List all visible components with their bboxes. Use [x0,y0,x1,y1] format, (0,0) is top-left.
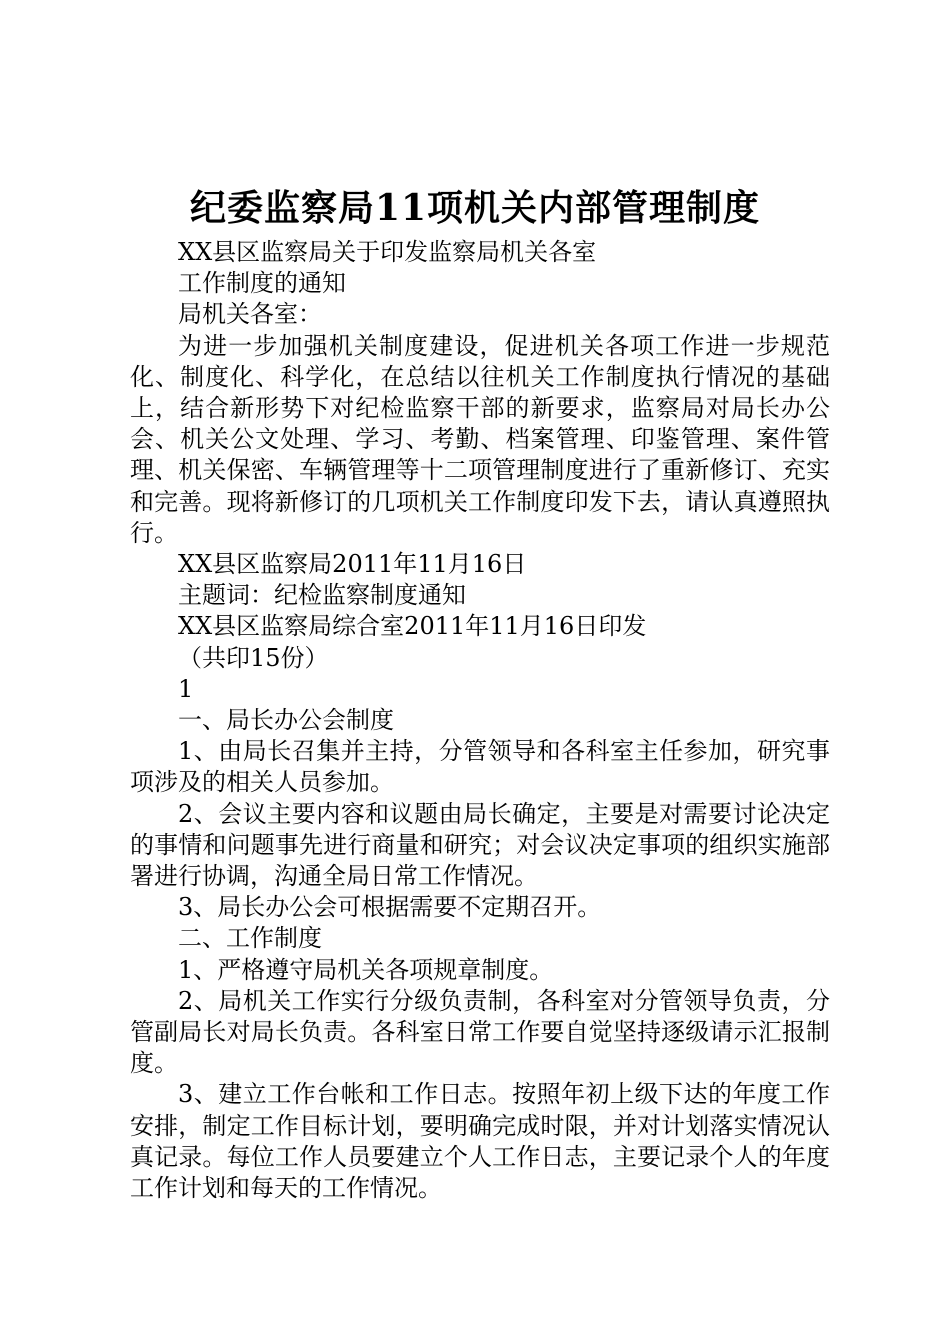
notice-heading-line-1: XX县区监察局关于印发监察局机关各室 [178,238,597,266]
section-heading: 一、局长办公会制度 [178,706,394,735]
clause-paragraph: 3、建立工作台帐和工作日志。按照年初上级下达的年度工作安排，制定工作目标计划，要明确完成时限，并对计划落实情况认真记录。每位工作人员要建立个人工作日志，主要记录个人的年度工作计划和每天的工作情况。 [130,1080,830,1203]
document-body [130,237,830,1204]
clause-paragraph: 2、局机关工作实行分级负责制，各科室对分管领导负责，分管副局长对局长负责。各科室日常工作要自觉坚持逐级请示汇报制度。 [130,986,830,1078]
addressee: 局机关各室： [178,300,322,329]
subject-keywords: 主题词：纪检监察制度通知 [178,581,466,610]
copies-count: （共印15份） [178,643,329,672]
notice-paragraph: 为进一步加强机关制度建设，促进机关各项工作进一步规范化、制度化、科学化，在总结以往机关工作制度执行情况的基础上，结合新形势下对纪检监察干部的新要求，监察局对局长办公会、机关公文处理、学习、考勤、档案管理、印鉴管理、案件管理、机关保密、车辆管理等十二项管理制度进行了重新修订、充实和完善。现将新修订的几项机关工作制度印发下去，请认真遵照执行。 [130,331,830,547]
clause-paragraph: 3、局长办公会可根据需要不定期召开。 [178,893,602,922]
document-title: 纪委监察局11项机关内部管理制度 [189,187,761,229]
section-heading: 二、工作制度 [178,924,322,953]
clause-paragraph: 1、由局长召集并主持，分管领导和各科室主任参加，研究事项涉及的相关人员参加。 [130,737,830,797]
page-number: 1 [178,674,194,703]
notice-heading-line-2: 工作制度的通知 [178,269,346,298]
print-info: XX县区监察局综合室2011年11月16日印发 [178,612,647,641]
issuer-date: XX县区监察局2011年11月16日 [178,550,527,579]
clause-paragraph: 1、严格遵守局机关各项规章制度。 [178,955,554,984]
clause-paragraph: 2、会议主要内容和议题由局长确定，主要是对需要讨论决定的事情和问题事先进行商量和研究；对会议决定事项的组织实施部署进行协调，沟通全局日常工作情况。 [130,799,830,891]
